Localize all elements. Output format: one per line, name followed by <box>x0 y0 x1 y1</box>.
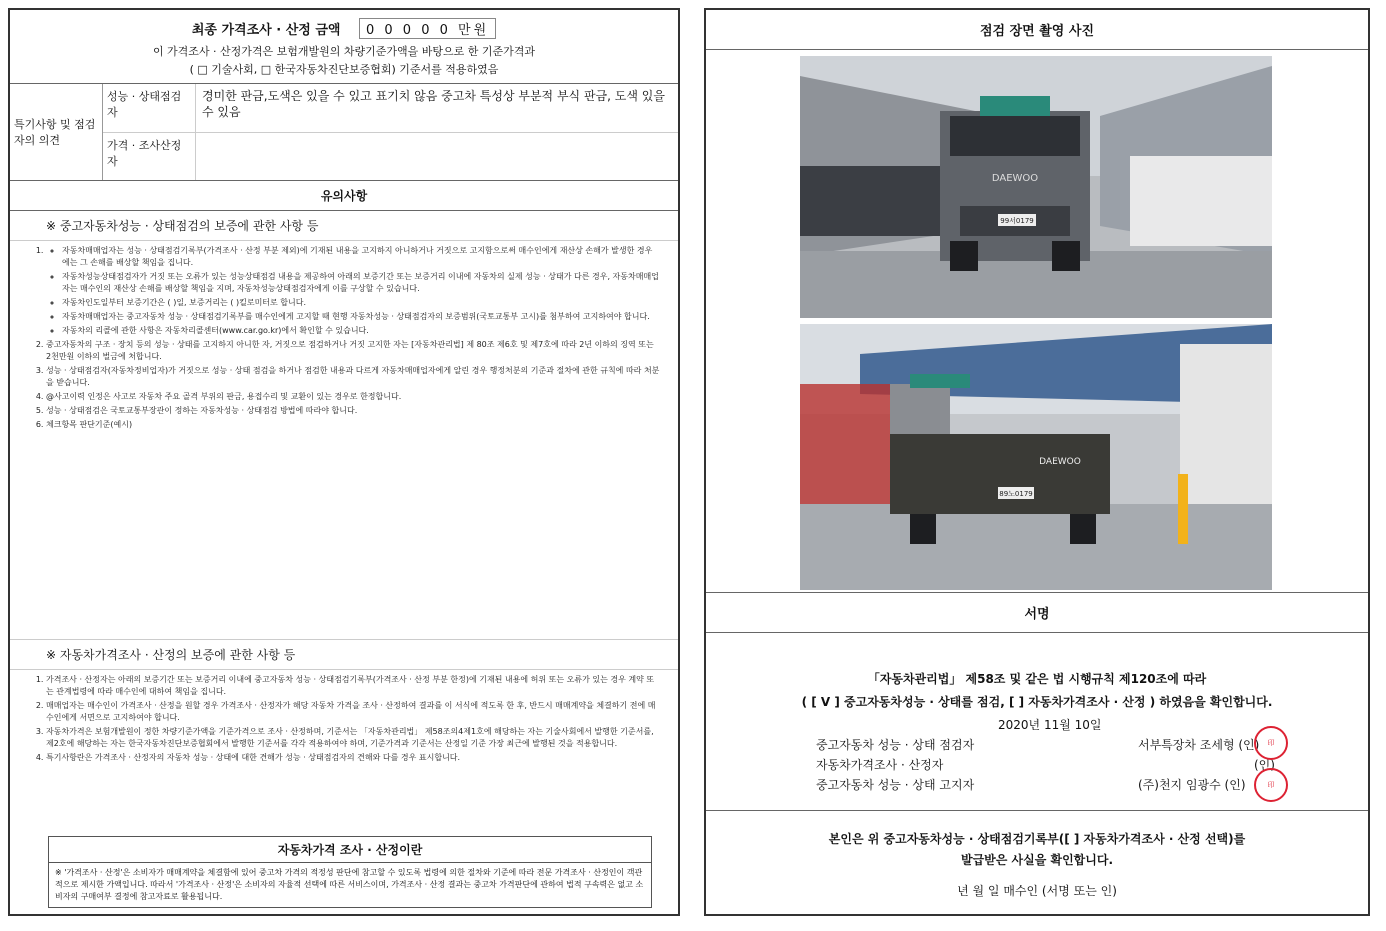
truck-brand: DAEWOO <box>991 173 1039 184</box>
inspection-photo-front <box>800 56 1272 318</box>
price-title: 최종 가격조사 · 산정 금액 <box>191 23 341 38</box>
section2-list <box>10 670 678 828</box>
opinion-row-value <box>196 133 678 181</box>
truck-brand: DAEWOO <box>1039 457 1081 467</box>
price-amount: 0 0 0 0 0 만원 <box>359 18 496 39</box>
plate-front: 99서0179 <box>1000 217 1034 225</box>
role-label: 중고자동차 성능 · 상태 고지자 <box>816 778 975 792</box>
box-text: ※ '가격조사 · 산정'은 소비자가 매매계약을 체결함에 있어 중고차 가격의 적정성 판단에 참고할 수 있도록 법령에 의한 절차와 기준에 따라 전문 가격조사 · 산정인이 객관적으로 제시한 가액입니다. 따라서 '가격조사 · 산정'은 소비자의 자율적 선택에 따른 서비스이며, 가격조사 · 산정 결과는 중고차 가격판단에 관하여 법적 구속력은 없고 소비자의 구매여부 결정에 참고자료로 활용됩니다. <box>55 868 644 901</box>
list-item: 3. 성능 · 상태점검자(자동차정비업자)가 거짓으로 성능 · 상태 점검을 하거나 점검한 내용과 다르게 자동차매매업자에게 알린 경우 행정처분의 기준과 절차에 관한 규칙에 따라 처분을 받습니다. <box>46 365 660 389</box>
right-page <box>704 8 1370 916</box>
price-title-line <box>10 18 678 39</box>
role-label: 중고자동차 성능 · 상태 점검자 <box>816 738 975 752</box>
role-value: 서부특장차 조세형 (인) <box>1138 738 1260 752</box>
list-item: 4. 특기사항란은 가격조사 · 산정자의 자동차 성능 · 상태에 대한 견해가 성능 · 상태점검자의 견해와 다를 경우 표시합니다. <box>46 752 660 764</box>
opinion-table <box>10 84 678 181</box>
opinion-row-label: 성능 · 상태점검자 <box>103 84 196 132</box>
list-item: 2. 중고자동차의 구조 · 장치 등의 성능 · 상태를 고지하지 아니한 자, 거짓으로 점검하거나 거짓 고지한 자는 [자동차관리법] 제 80조 제6호 및 제7호에 따라 2년 이하의 징역 또는 2천만원 이하의 벌금에 처합니다. <box>46 339 660 363</box>
section1-item <box>46 245 660 337</box>
plate-rear: 89노0179 <box>999 490 1033 498</box>
sign-line-1: 「자동차관리법」 제58조 및 같은 법 시행규칙 제120조에 따라 <box>867 672 1207 686</box>
role-value: (주)천지 임광수 (인) <box>1138 778 1246 792</box>
opinion-row <box>103 133 678 181</box>
confirm-line-3: 년 월 일 매수인 (서명 또는 인) <box>957 884 1117 898</box>
list-item: ◦ 자동차의 리콜에 관한 사항은 자동차리콜센터(www.car.go.kr)에서 확인할 수 있습니다. <box>62 325 660 337</box>
list-item: 2. 매매업자는 매수인이 가격조사 · 산정을 원할 경우 가격조사 · 산정자가 해당 자동차 가격을 조사 · 산정하여 결과를 이 서식에 적도록 한 후, 반드시 매매계약을 체결하기 전에 매수인에게 서면으로 고지하여야 합니다. <box>46 700 660 724</box>
opinion-row <box>103 84 678 133</box>
list-item: 1. 가격조사 · 산정자는 아래의 보증기간 또는 보증거리 이내에 중고자동차 성능 · 상태점검기록부(가격조사 · 산정 부분 한정)에 기재된 내용에 허위 또는 오류가 있는 경우 계약 또는 관계법령에 따라 매수인에 대하여 책임을 집니다. <box>46 674 660 698</box>
price-definition-box <box>48 836 652 908</box>
list-item: ◦ 자동차인도일부터 보증기간은 ( )일, 보증거리는 ( )킬로미터로 합니다. <box>62 297 660 309</box>
role-label: 자동차가격조사 · 산정자 <box>816 758 944 772</box>
list-item: 3. 자동차가격은 보험개발원이 정한 차량기준가액을 기준가격으로 조사 · 산정하며, 기준서는 「자동차관리법」 제58조의4제1호에 해당하는 자는 기술사회에서 발행한 기준서를, 제2호에 해당하는 자는 한국자동차진단보증협회에서 발행한 기준서를 각각 적용하여야 하며, 기준가격과 기준서는 산정일 기준 가장 최근에 발행된 것을 적용합니다. <box>46 726 660 750</box>
list-item: ◦ 자동차성능상태점검자가 거짓 또는 오류가 있는 성능상태점검 내용을 제공하여 아래의 보증기간 또는 보증거리 이내에 자동차의 실제 성능 · 상태가 다른 경우, 자동차매매업자는 매수인의 재산상 손해를 배상할 책임을 지며, 자동차성능상태점검자에게 이를 구상할 수 있습니다. <box>62 271 660 295</box>
confirm-line-1: 본인은 위 중고자동차성능 · 상태점검기록부([ ] 자동차가격조사 · 산정 선택)를 <box>828 832 1246 846</box>
list-item: 4. @사고이력 인정은 사고로 자동차 주요 골격 부위의 판금, 용접수리 및 교환이 있는 경우로 한정합니다. <box>46 391 660 403</box>
sign-section <box>706 640 1368 811</box>
section1-heading: ※ 중고자동차성능 · 상태점검의 보증에 관한 사항 등 <box>10 211 678 241</box>
inspection-photo-rear <box>800 324 1272 590</box>
list-item: 6. 체크항목 판단기준(예시) <box>46 419 660 431</box>
list-item: 5. 성능 · 상태점검은 국토교통부장관이 정하는 자동차성능 · 상태점검 방법에 따라야 합니다. <box>46 405 660 417</box>
opinion-row-value: 경미한 판금,도색은 있을 수 있고 표기치 않음 중고차 특성상 부분적 부식 판금, 도색 있을 수 있음 <box>202 89 665 119</box>
left-page <box>8 8 680 916</box>
sign-line-2: ( [ V ] 중고자동차성능 · 상태를 점검, [ ] 자동차가격조사 · 산정 ) 하였음을 확인합니다. <box>801 695 1273 709</box>
list-item: ◦ 1. 자동차매매업자는 성능 · 상태점검기록부(가격조사 · 산정 부분 제외)에 기재된 내용을 고지하지 아니하거나 거짓으로 고지함으로써 매수인에게 재산상 손해가 발생한 경우에는 그 손해를 배상할 책임을 집니다. <box>62 245 660 269</box>
price-desc-2: ( □ 기술사회, □ 한국자동차진단보증협회) 기준서를 적용하였음 <box>189 63 499 76</box>
box-title: 자동차가격 조사 · 산정이란 <box>49 837 651 863</box>
price-header <box>10 18 678 84</box>
section1-list <box>10 241 678 639</box>
photo-title: 점검 장면 촬영 사진 <box>706 10 1368 50</box>
role-value: (인) <box>1254 758 1275 772</box>
price-desc-1: 이 가격조사 · 산정가격은 보험개발원의 차량기준가액을 바탕으로 한 기준가격과 <box>152 45 536 58</box>
section2-heading: ※ 자동차가격조사 · 산정의 보증에 관한 사항 등 <box>10 639 678 670</box>
seal-stamp: 印 <box>1254 726 1288 760</box>
seal-stamp: 印 <box>1254 768 1288 802</box>
notes-title: 유의사항 <box>10 181 678 211</box>
list-item: ◦ 자동차매매업자는 중고자동차 성능 · 상태점검기록부를 매수인에게 고지할 때 현행 자동차성능 · 상태점검자의 보증범위(국토교통부 고시)를 첨부하여 고지하여야 합니다. <box>62 311 660 323</box>
opinion-label: 특기사항 및 점검자의 의견 <box>10 84 103 180</box>
sign-date: 2020년 11월 10일 <box>998 718 1102 732</box>
opinion-row-label: 가격 · 조사산정자 <box>103 133 196 181</box>
confirm-line-2: 발급받은 사실을 확인합니다. <box>960 853 1114 867</box>
buyer-confirmation <box>706 830 1368 899</box>
sign-title: 서명 <box>706 592 1368 633</box>
